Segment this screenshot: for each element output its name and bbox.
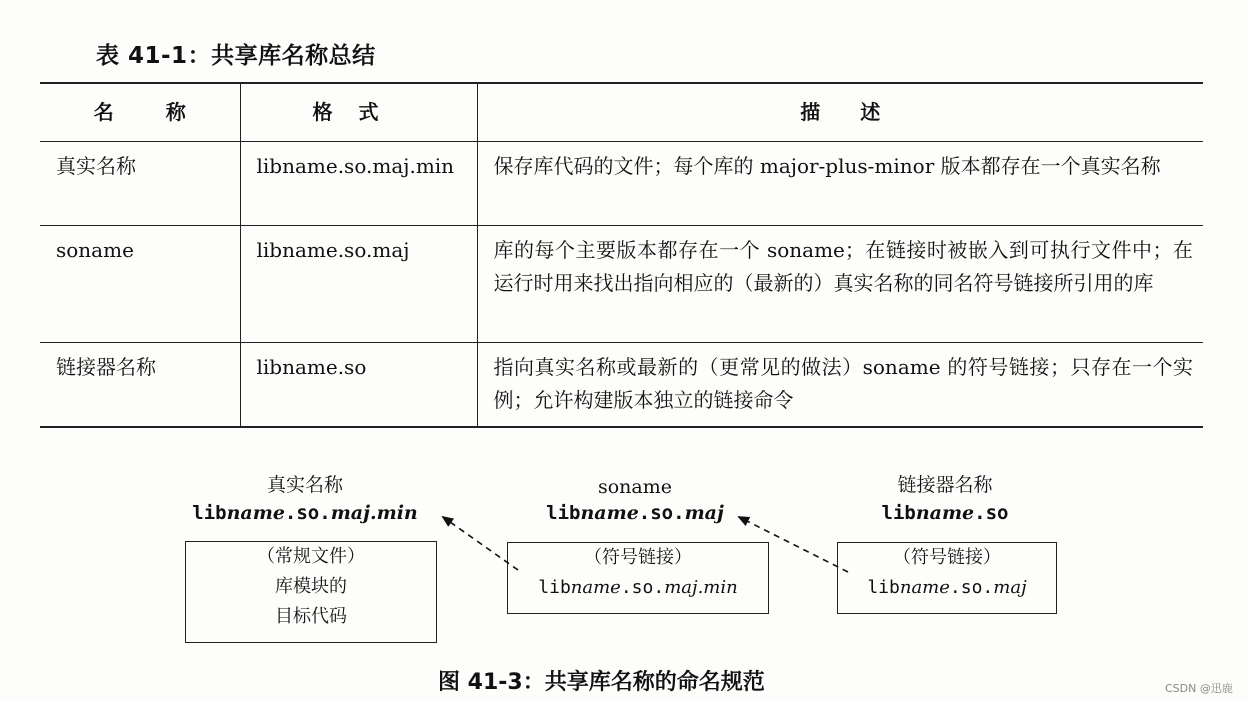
header-name: 名称: [40, 83, 240, 142]
shared-library-names-table: [40, 82, 1203, 428]
soname-filename: libname.so.maj: [546, 502, 724, 524]
linker-name-filename: libname.so: [881, 502, 1009, 524]
real-name-filename: libname.so.maj.min: [192, 502, 418, 524]
box-text-line: 库模块的: [275, 576, 347, 597]
linker-symlink-box: [837, 542, 1057, 614]
cell-name: 真实名称: [40, 142, 240, 226]
header-format: 格式: [240, 83, 477, 142]
real-file-box: [185, 541, 437, 643]
watermark: CSDN @迅鹿: [1165, 682, 1233, 695]
cell-format: libname.so: [240, 343, 477, 428]
table-row: [40, 226, 1203, 343]
soname-to-real-arrow: [443, 517, 518, 570]
header-description: 描述: [477, 83, 1203, 142]
table-row: [40, 343, 1203, 428]
cell-description: 指向真实名称或最新的（更常见的做法）soname 的符号链接；只存在一个实例；允许构建版本独立的链接命令: [477, 343, 1203, 428]
symlink-target: libname.so.maj.min: [538, 577, 738, 598]
box-type-label: （常规文件）: [257, 546, 365, 567]
cell-format: libname.so.maj.min: [240, 142, 477, 226]
cell-name: 链接器名称: [56, 355, 156, 379]
real-name-label: 真实名称: [266, 474, 343, 496]
table-header-row: [40, 83, 1203, 142]
cell-name: soname: [40, 226, 240, 343]
box-type-label: （符号链接）: [893, 547, 1001, 568]
table-title: 表 41-1：共享库名称总结: [96, 43, 376, 69]
box-type-label: （符号链接）: [584, 547, 692, 568]
box-text-line: 目标代码: [275, 606, 347, 627]
cell-description: 保存库代码的文件；每个库的 major-plus-minor 版本都存在一个真实名称: [477, 142, 1203, 226]
cell-description: 库的每个主要版本都存在一个 soname；在链接时被嵌入到可执行文件中；在运行时用来找出指向相应的（最新的）真实名称的同名符号链接所引用的库: [477, 226, 1203, 343]
cell-format: libname.so.maj: [240, 226, 477, 343]
linker-to-soname-arrow: [739, 517, 848, 572]
soname-symlink-box: [507, 542, 769, 614]
symlink-target: libname.so.maj: [867, 577, 1027, 598]
figure-caption: 图 41-3：共享库名称的命名规范: [438, 670, 765, 695]
soname-label: soname: [597, 476, 672, 498]
linker-name-label: 链接器名称: [897, 474, 993, 496]
table-row: [40, 142, 1203, 226]
